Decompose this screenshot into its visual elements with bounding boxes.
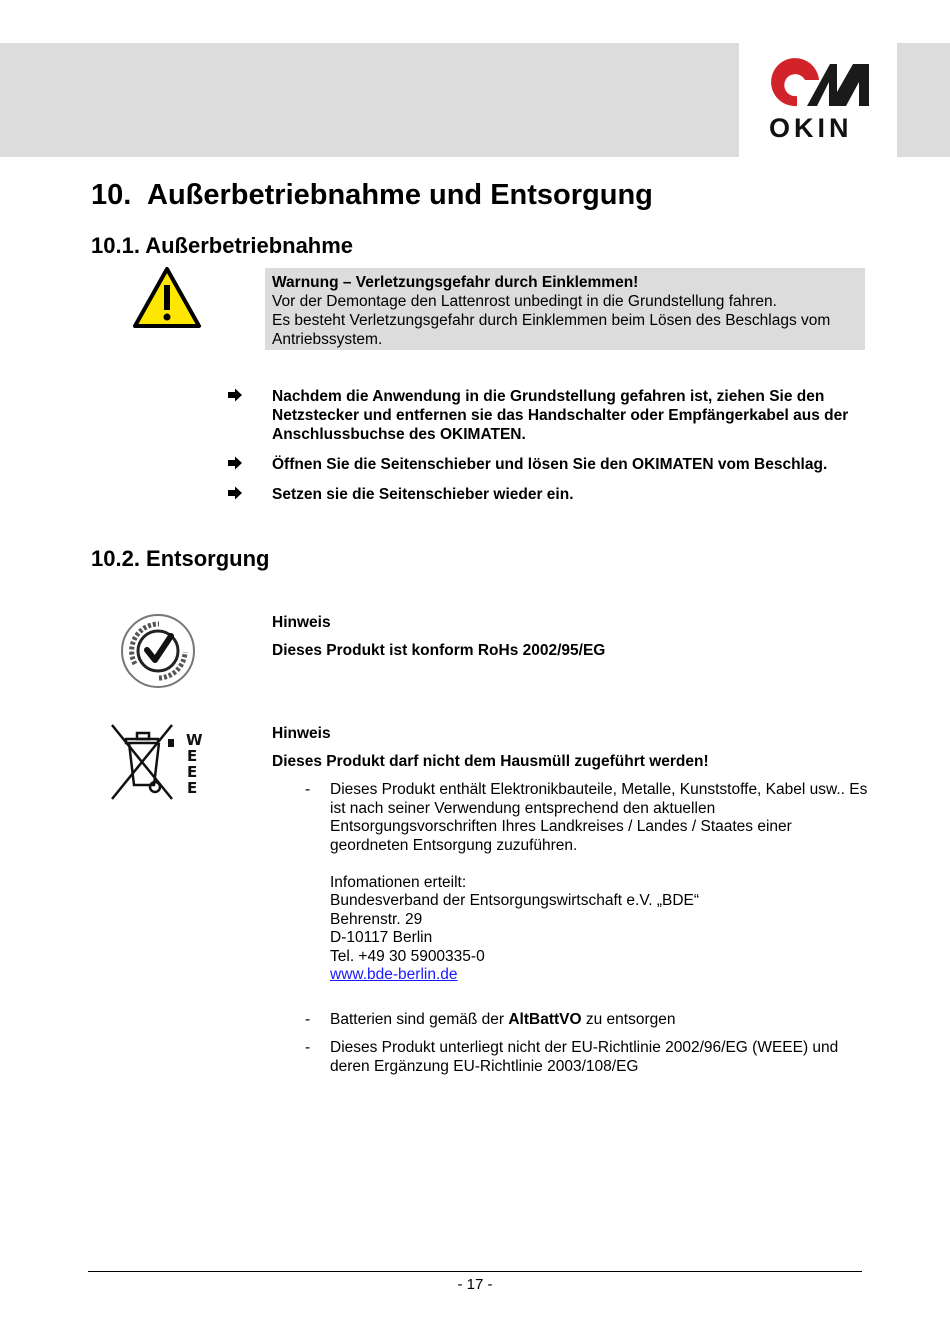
svg-text:W: W xyxy=(186,731,203,749)
weee-note-text: Dieses Produkt darf nicht dem Hausmüll zugeführt werden! xyxy=(272,753,709,770)
step-text: Setzen sie die Seitenschieber wieder ein. xyxy=(272,486,574,503)
weee-directive-text: Dieses Produkt unterliegt nicht der EU-Richtlinie 2002/96/EG (WEEE) und deren Ergänzung EU-Richtlinie 2003/108/EG xyxy=(330,1039,839,1075)
weee-bin-icon xyxy=(110,723,205,803)
rohs-conform-seal-icon xyxy=(119,612,197,690)
svg-text:E: E xyxy=(187,763,198,781)
warning-line-1: Vor der Demontage den Lattenrost unbedingt in die Grundstellung fahren. xyxy=(272,293,777,310)
page-title xyxy=(91,179,653,212)
warning-box xyxy=(265,268,865,350)
chapter-number: 10. xyxy=(91,179,132,211)
warning-title: Warnung – Verletzungsgefahr durch Einklemmen! xyxy=(272,274,639,291)
info-phone: Tel. +49 30 5900335-0 xyxy=(330,947,485,965)
bde-website-link[interactable]: www.bde-berlin.de xyxy=(330,966,458,983)
step-text: Öffnen Sie die Seitenschieber und lösen Sie den OKIMATEN vom Beschlag. xyxy=(272,456,828,473)
battery-text-post: zu entsorgen xyxy=(581,1011,676,1028)
info-city: D-10117 Berlin xyxy=(330,929,433,946)
arrow-right-icon xyxy=(227,486,243,500)
logo-text: OKIN xyxy=(769,113,853,143)
svg-text:E: E xyxy=(187,779,198,797)
okin-logo xyxy=(739,43,897,157)
warning-triangle-icon xyxy=(132,266,202,329)
battery-text-law: AltBattVO xyxy=(508,1011,582,1028)
warning-line-2: Es besteht Verletzungsgefahr durch Einklemmen beim Lösen des Beschlags vom Antriebssystem. xyxy=(272,312,831,348)
chapter-title: Außerbetriebnahme und Entsorgung xyxy=(147,179,653,211)
svg-text:E: E xyxy=(187,747,198,765)
rohs-note-text: Dieses Produkt ist konform RoHs 2002/95/EG xyxy=(272,642,606,659)
page-number: - 17 - xyxy=(457,1276,493,1293)
okin-logo-mark-icon xyxy=(767,58,872,113)
disposal-text: Dieses Produkt enthält Elektronikbauteile, Metalle, Kunststoffe, Kabel usw.. Es ist nach seiner Verwendung entsprechend den aktuellen Entsorgungsvorschriften Ihres Landkreises / Landes / Staates einer geordneten Entsorgung zuzuführen. xyxy=(330,781,868,854)
step-text: Nachdem die Anwendung in die Grundstellung gefahren ist, ziehen Sie den Netzstecker und entfernen sie das Handschalter oder Empfängerkabel aus der Anschlussbuchse des OKIMATEN. xyxy=(272,388,849,443)
weee-note-label: Hinweis xyxy=(272,725,331,742)
arrow-right-icon xyxy=(227,388,243,402)
info-label: Infomationen erteilt: xyxy=(330,873,467,891)
info-street: Behrenstr. 29 xyxy=(330,910,423,928)
footer-divider xyxy=(88,1271,862,1272)
section-heading-entsorgung: 10.2. Entsorgung xyxy=(91,546,270,571)
info-org: Bundesverband der Entsorgungswirtschaft e.V. „BDE“ xyxy=(330,892,700,909)
rohs-note-label: Hinweis xyxy=(272,614,331,631)
battery-text-pre: Batterien sind gemäß der xyxy=(330,1011,509,1028)
section-heading-ausserbetriebnahme: 10.1. Außerbetriebnahme xyxy=(91,233,354,258)
arrow-right-icon xyxy=(227,456,243,470)
